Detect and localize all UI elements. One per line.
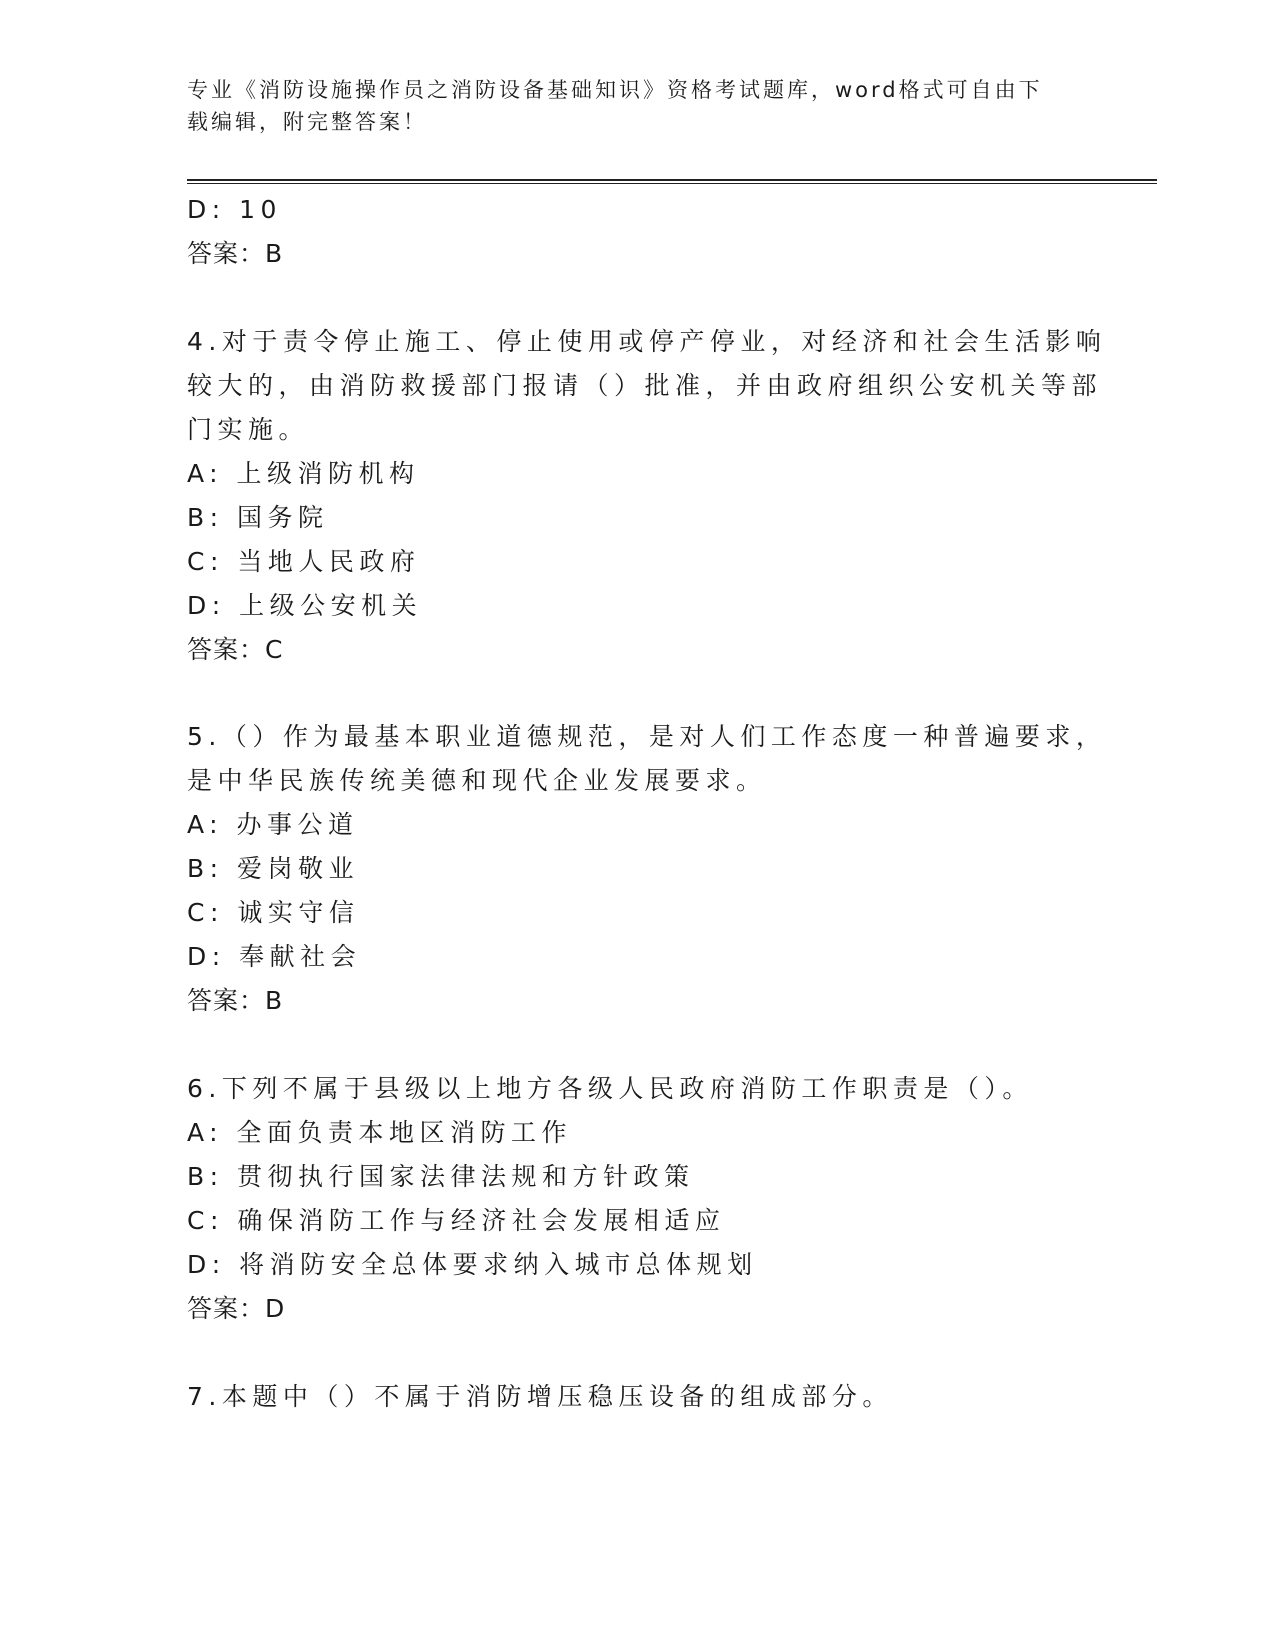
option-b-q5: B: 爱岗敬业: [187, 854, 360, 883]
question-4-line-2: 较大的，由消防救援部门报请（）批准，并由政府组织公安机关等部: [187, 371, 1103, 400]
option-c-q6: C: 确保消防工作与经济社会发展相适应: [187, 1206, 726, 1235]
question-6-line-1: 6.下列不属于县级以上地方各级人民政府消防工作职责是（）。: [187, 1074, 1033, 1103]
option-b-q6: B: 贯彻执行国家法律法规和方针政策: [187, 1162, 695, 1191]
option-a-q4: A: 上级消防机构: [187, 459, 420, 488]
question-4-line-3: 门实施。: [187, 415, 310, 444]
option-a-q5: A: 办事公道: [187, 810, 359, 839]
option-c-q4: C: 当地人民政府: [187, 547, 421, 576]
option-d-q4: D: 上级公安机关: [187, 591, 423, 620]
question-7-line-1: 7.本题中（）不属于消防增压稳压设备的组成部分。: [187, 1382, 893, 1411]
answer-q5: 答案：B: [187, 986, 284, 1015]
question-5-line-1: 5.（）作为最基本职业道德规范，是对人们工作态度一种普遍要求，: [187, 722, 1107, 751]
question-4-line-1: 4.对于责令停止施工、停止使用或停产停业，对经济和社会生活影响: [187, 327, 1107, 356]
option-d-q6: D: 将消防安全总体要求纳入城市总体规划: [187, 1250, 758, 1279]
header-line-2: 载编辑，附完整答案！: [187, 110, 427, 134]
option-c-q5: C: 诚实守信: [187, 898, 360, 927]
question-5-line-2: 是中华民族传统美德和现代企业发展要求。: [187, 766, 767, 795]
answer-q4: 答案：C: [187, 635, 284, 664]
answer-q3: 答案：B: [187, 239, 284, 268]
option-b-q4: B: 国务院: [187, 503, 329, 532]
answer-q6: 答案：D: [187, 1294, 286, 1323]
option-d-q3: D: 10: [187, 195, 282, 224]
header-line-1: 专业《消防设施操作员之消防设备基础知识》资格考试题库，word格式可自由下: [187, 78, 1043, 102]
header-divider: [187, 179, 1157, 184]
option-d-q5: D: 奉献社会: [187, 942, 362, 971]
document-header: [187, 74, 1067, 138]
option-a-q6: A: 全面负责本地区消防工作: [187, 1118, 573, 1147]
